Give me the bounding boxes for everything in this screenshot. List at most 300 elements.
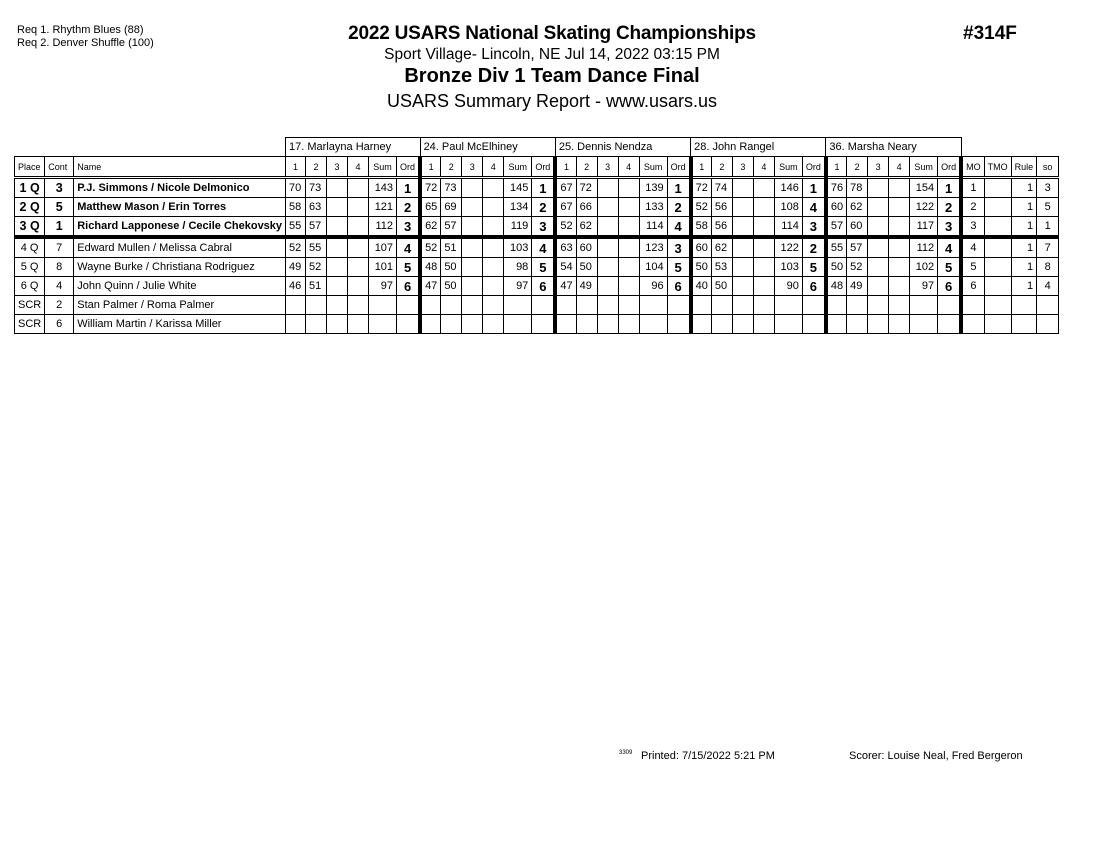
score-cell bbox=[327, 296, 348, 315]
score-cell bbox=[753, 277, 774, 296]
sum-cell bbox=[504, 296, 532, 315]
mo-cell: 4 bbox=[961, 237, 984, 258]
score-cell bbox=[618, 315, 639, 334]
report-code: 3309 bbox=[619, 750, 633, 756]
ordinal-cell: 6 bbox=[532, 277, 556, 296]
score-cell: 50 bbox=[441, 277, 462, 296]
score-cell bbox=[441, 296, 462, 315]
score-cell: 62 bbox=[847, 198, 868, 217]
score-cell: 56 bbox=[711, 198, 732, 217]
judge-name-4: 28. John Rangel bbox=[691, 138, 826, 157]
score-cell bbox=[462, 217, 483, 238]
sum-cell bbox=[774, 315, 802, 334]
sum-cell: 112 bbox=[369, 217, 397, 238]
judge-header-spacer-right bbox=[961, 138, 1059, 157]
score-cell bbox=[483, 315, 504, 334]
score-cell bbox=[462, 178, 483, 198]
score-cell bbox=[753, 258, 774, 277]
tmo-cell bbox=[984, 237, 1011, 258]
score-cell bbox=[597, 258, 618, 277]
mo-cell: 6 bbox=[961, 277, 984, 296]
score-cell bbox=[483, 277, 504, 296]
ordinal-cell bbox=[397, 315, 421, 334]
score-cell bbox=[868, 178, 889, 198]
score-cell bbox=[711, 296, 732, 315]
col-header-sum: Sum bbox=[369, 157, 397, 178]
score-cell bbox=[732, 277, 753, 296]
team-name: William Martin / Karissa Miller bbox=[74, 315, 286, 334]
score-cell bbox=[597, 178, 618, 198]
score-cell bbox=[483, 217, 504, 238]
score-cell bbox=[889, 237, 910, 258]
score-cell: 50 bbox=[576, 258, 597, 277]
table-row bbox=[15, 296, 1059, 315]
ordinal-cell: 2 bbox=[802, 237, 826, 258]
score-cell bbox=[732, 315, 753, 334]
col-header-score-s2: 2 bbox=[306, 157, 327, 178]
score-cell bbox=[327, 237, 348, 258]
score-cell: 63 bbox=[306, 198, 327, 217]
column-header-row bbox=[15, 157, 1059, 178]
table-row bbox=[15, 258, 1059, 277]
score-cell: 49 bbox=[576, 277, 597, 296]
score-cell bbox=[868, 258, 889, 277]
score-cell: 52 bbox=[691, 198, 712, 217]
tmo-cell bbox=[984, 315, 1011, 334]
score-cell bbox=[348, 198, 369, 217]
contestant-number: 1 bbox=[45, 217, 74, 238]
team-name: Edward Mullen / Melissa Cabral bbox=[74, 237, 286, 258]
so-cell: 4 bbox=[1037, 277, 1059, 296]
score-cell bbox=[868, 237, 889, 258]
col-header-sum: Sum bbox=[504, 157, 532, 178]
ordinal-cell: 6 bbox=[667, 277, 691, 296]
score-cell: 48 bbox=[826, 277, 847, 296]
mo-cell bbox=[961, 315, 984, 334]
score-cell bbox=[462, 198, 483, 217]
sum-cell: 143 bbox=[369, 178, 397, 198]
score-cell bbox=[483, 178, 504, 198]
score-cell: 48 bbox=[420, 258, 441, 277]
score-cell bbox=[306, 296, 327, 315]
championship-title: 2022 USARS National Skating Championships bbox=[348, 23, 756, 44]
col-header-score-s1: 1 bbox=[826, 157, 847, 178]
score-cell bbox=[286, 296, 306, 315]
score-cell: 62 bbox=[711, 237, 732, 258]
col-header-score-s1: 1 bbox=[555, 157, 576, 178]
score-cell bbox=[889, 277, 910, 296]
score-cell bbox=[711, 315, 732, 334]
col-header-score-s1: 1 bbox=[691, 157, 712, 178]
contestant-number: 8 bbox=[45, 258, 74, 277]
score-cell: 72 bbox=[691, 178, 712, 198]
ordinal-cell: 4 bbox=[802, 198, 826, 217]
score-cell: 56 bbox=[711, 217, 732, 238]
col-header-score-s3: 3 bbox=[597, 157, 618, 178]
score-cell: 51 bbox=[306, 277, 327, 296]
score-cell: 52 bbox=[420, 237, 441, 258]
ordinal-cell bbox=[532, 296, 556, 315]
rule-cell: 1 bbox=[1011, 178, 1037, 198]
score-cell bbox=[441, 315, 462, 334]
sum-cell: 154 bbox=[910, 178, 938, 198]
ordinal-cell: 2 bbox=[667, 198, 691, 217]
score-cell bbox=[868, 315, 889, 334]
sum-cell: 96 bbox=[639, 277, 667, 296]
mo-cell: 1 bbox=[961, 178, 984, 198]
rule-cell: 1 bbox=[1011, 198, 1037, 217]
score-cell bbox=[420, 296, 441, 315]
score-cell bbox=[420, 315, 441, 334]
sum-cell: 123 bbox=[639, 237, 667, 258]
so-cell: 1 bbox=[1037, 217, 1059, 238]
contestant-number: 7 bbox=[45, 237, 74, 258]
sum-cell: 90 bbox=[774, 277, 802, 296]
col-header-score-s3: 3 bbox=[462, 157, 483, 178]
table-row bbox=[15, 198, 1059, 217]
rule-cell: 1 bbox=[1011, 277, 1037, 296]
tmo-cell bbox=[984, 217, 1011, 238]
team-name: P.J. Simmons / Nicole Delmonico bbox=[74, 178, 286, 198]
score-cell bbox=[462, 258, 483, 277]
place-cell: 3 Q bbox=[15, 217, 45, 238]
col-header-score-s4: 4 bbox=[753, 157, 774, 178]
score-cell: 74 bbox=[711, 178, 732, 198]
judge-name-1: 17. Marlayna Harney bbox=[286, 138, 421, 157]
score-cell bbox=[618, 217, 639, 238]
score-cell bbox=[483, 237, 504, 258]
score-cell bbox=[327, 277, 348, 296]
sum-cell bbox=[639, 315, 667, 334]
ordinal-cell: 2 bbox=[397, 198, 421, 217]
col-header-score-s3: 3 bbox=[327, 157, 348, 178]
score-cell: 57 bbox=[847, 237, 868, 258]
score-cell bbox=[732, 258, 753, 277]
sum-cell: 112 bbox=[910, 237, 938, 258]
col-header-score-s4: 4 bbox=[348, 157, 369, 178]
score-cell bbox=[732, 178, 753, 198]
judge-name-5: 36. Marsha Neary bbox=[826, 138, 961, 157]
contestant-number: 4 bbox=[45, 277, 74, 296]
so-cell bbox=[1037, 296, 1059, 315]
score-cell bbox=[847, 296, 868, 315]
col-header-score-s4: 4 bbox=[889, 157, 910, 178]
place-cell: SCR bbox=[15, 296, 45, 315]
score-cell bbox=[691, 315, 712, 334]
mo-cell bbox=[961, 296, 984, 315]
ordinal-cell: 5 bbox=[802, 258, 826, 277]
tmo-cell bbox=[984, 178, 1011, 198]
ordinal-cell: 1 bbox=[938, 178, 962, 198]
col-header-mo: MO bbox=[961, 157, 984, 178]
score-cell: 57 bbox=[441, 217, 462, 238]
score-cell: 66 bbox=[576, 198, 597, 217]
score-cell bbox=[691, 296, 712, 315]
ordinal-cell: 3 bbox=[802, 217, 826, 238]
score-cell bbox=[348, 277, 369, 296]
score-cell: 53 bbox=[711, 258, 732, 277]
requirement-2: Req 2. Denver Shuffle (100) bbox=[17, 37, 154, 49]
score-cell bbox=[753, 237, 774, 258]
score-cell bbox=[753, 315, 774, 334]
score-cell bbox=[597, 315, 618, 334]
mo-cell: 2 bbox=[961, 198, 984, 217]
score-cell bbox=[483, 296, 504, 315]
score-cell: 52 bbox=[555, 217, 576, 238]
ordinal-cell: 2 bbox=[938, 198, 962, 217]
score-cell: 47 bbox=[555, 277, 576, 296]
ordinal-cell: 6 bbox=[938, 277, 962, 296]
score-cell: 70 bbox=[286, 178, 306, 198]
place-cell: 1 Q bbox=[15, 178, 45, 198]
sum-cell: 107 bbox=[369, 237, 397, 258]
score-cell bbox=[889, 315, 910, 334]
mo-cell: 3 bbox=[961, 217, 984, 238]
score-cell bbox=[348, 178, 369, 198]
col-header-score-s1: 1 bbox=[286, 157, 306, 178]
col-header-rule: Rule bbox=[1011, 157, 1037, 178]
sum-cell: 121 bbox=[369, 198, 397, 217]
score-cell: 57 bbox=[306, 217, 327, 238]
place-cell: 5 Q bbox=[15, 258, 45, 277]
score-cell: 50 bbox=[441, 258, 462, 277]
report-header bbox=[300, 22, 804, 113]
score-cell bbox=[889, 178, 910, 198]
requirements-list bbox=[17, 24, 154, 50]
score-cell: 72 bbox=[420, 178, 441, 198]
sum-cell: 145 bbox=[504, 178, 532, 198]
sum-cell bbox=[504, 315, 532, 334]
score-cell bbox=[889, 198, 910, 217]
score-cell: 76 bbox=[826, 178, 847, 198]
col-header-cont: Cont bbox=[45, 157, 74, 178]
ordinal-cell: 4 bbox=[667, 217, 691, 238]
team-name: John Quinn / Julie White bbox=[74, 277, 286, 296]
team-name: Matthew Mason / Erin Torres bbox=[74, 198, 286, 217]
score-cell: 60 bbox=[691, 237, 712, 258]
score-cell: 67 bbox=[555, 178, 576, 198]
ordinal-cell: 1 bbox=[532, 178, 556, 198]
score-cell bbox=[348, 315, 369, 334]
event-number: #314F bbox=[963, 23, 1017, 44]
score-cell bbox=[618, 296, 639, 315]
ordinal-cell: 6 bbox=[802, 277, 826, 296]
score-cell bbox=[753, 296, 774, 315]
score-cell: 51 bbox=[441, 237, 462, 258]
score-cell bbox=[348, 217, 369, 238]
score-cell: 60 bbox=[576, 237, 597, 258]
col-header-score-s2: 2 bbox=[441, 157, 462, 178]
score-cell: 49 bbox=[286, 258, 306, 277]
sum-cell: 122 bbox=[910, 198, 938, 217]
sum-cell bbox=[369, 296, 397, 315]
ordinal-cell: 1 bbox=[802, 178, 826, 198]
ordinal-cell bbox=[802, 296, 826, 315]
col-header-so: so bbox=[1037, 157, 1059, 178]
score-cell: 58 bbox=[286, 198, 306, 217]
ordinal-cell: 4 bbox=[938, 237, 962, 258]
score-cell bbox=[826, 296, 847, 315]
score-cell bbox=[753, 178, 774, 198]
venue-date: Sport Village- Lincoln, NE Jul 14, 2022 03:15 PM bbox=[384, 46, 720, 63]
sum-cell: 114 bbox=[639, 217, 667, 238]
ordinal-cell: 5 bbox=[532, 258, 556, 277]
col-header-score-s3: 3 bbox=[732, 157, 753, 178]
sum-cell: 97 bbox=[910, 277, 938, 296]
score-cell: 50 bbox=[826, 258, 847, 277]
score-cell bbox=[597, 277, 618, 296]
score-cell bbox=[732, 296, 753, 315]
sum-cell: 97 bbox=[369, 277, 397, 296]
table-row bbox=[15, 237, 1059, 258]
sum-cell bbox=[910, 296, 938, 315]
score-cell bbox=[889, 258, 910, 277]
rule-cell: 1 bbox=[1011, 258, 1037, 277]
score-cell: 52 bbox=[847, 258, 868, 277]
ordinal-cell: 3 bbox=[397, 217, 421, 238]
score-cell bbox=[483, 258, 504, 277]
sum-cell: 114 bbox=[774, 217, 802, 238]
col-header-score-s2: 2 bbox=[847, 157, 868, 178]
sum-cell: 97 bbox=[504, 277, 532, 296]
sum-cell: 108 bbox=[774, 198, 802, 217]
col-header-score-s4: 4 bbox=[618, 157, 639, 178]
sum-cell: 117 bbox=[910, 217, 938, 238]
score-cell bbox=[597, 217, 618, 238]
score-cell bbox=[327, 178, 348, 198]
score-cell bbox=[462, 315, 483, 334]
score-cell: 62 bbox=[420, 217, 441, 238]
so-cell: 3 bbox=[1037, 178, 1059, 198]
sum-cell bbox=[639, 296, 667, 315]
score-cell: 40 bbox=[691, 277, 712, 296]
score-cell: 52 bbox=[306, 258, 327, 277]
printed-timestamp: Printed: 7/15/2022 5:21 PM bbox=[641, 750, 775, 762]
ordinal-cell: 3 bbox=[938, 217, 962, 238]
ordinal-cell: 5 bbox=[667, 258, 691, 277]
score-cell bbox=[348, 296, 369, 315]
score-cell bbox=[889, 296, 910, 315]
score-cell bbox=[732, 217, 753, 238]
sum-cell: 102 bbox=[910, 258, 938, 277]
score-cell: 62 bbox=[576, 217, 597, 238]
score-cell bbox=[618, 198, 639, 217]
sum-cell: 103 bbox=[774, 258, 802, 277]
so-cell: 8 bbox=[1037, 258, 1059, 277]
score-cell bbox=[555, 296, 576, 315]
team-name: Wayne Burke / Christiana Rodriguez bbox=[74, 258, 286, 277]
score-cell bbox=[597, 296, 618, 315]
tmo-cell bbox=[984, 258, 1011, 277]
place-cell: SCR bbox=[15, 315, 45, 334]
tmo-cell bbox=[984, 198, 1011, 217]
so-cell bbox=[1037, 315, 1059, 334]
score-cell bbox=[732, 198, 753, 217]
score-cell bbox=[618, 258, 639, 277]
ordinal-cell: 3 bbox=[667, 237, 691, 258]
place-cell: 6 Q bbox=[15, 277, 45, 296]
sum-cell: 103 bbox=[504, 237, 532, 258]
col-header-ord: Ord bbox=[667, 157, 691, 178]
judge-header-row bbox=[15, 138, 1059, 157]
ordinal-cell: 6 bbox=[397, 277, 421, 296]
rule-cell: 1 bbox=[1011, 237, 1037, 258]
score-cell bbox=[576, 296, 597, 315]
sum-cell bbox=[774, 296, 802, 315]
score-cell bbox=[327, 258, 348, 277]
ordinal-cell: 1 bbox=[397, 178, 421, 198]
col-header-score-s3: 3 bbox=[868, 157, 889, 178]
score-cell bbox=[462, 277, 483, 296]
score-cell: 72 bbox=[576, 178, 597, 198]
sum-cell: 98 bbox=[504, 258, 532, 277]
score-cell bbox=[868, 198, 889, 217]
score-cell bbox=[868, 217, 889, 238]
score-cell: 63 bbox=[555, 237, 576, 258]
score-cell bbox=[327, 217, 348, 238]
ordinal-cell bbox=[397, 296, 421, 315]
sum-cell: 146 bbox=[774, 178, 802, 198]
results-table bbox=[14, 137, 1059, 334]
sum-cell bbox=[910, 315, 938, 334]
contestant-number: 3 bbox=[45, 178, 74, 198]
table-row bbox=[15, 315, 1059, 334]
col-header-place: Place bbox=[15, 157, 45, 178]
score-cell: 65 bbox=[420, 198, 441, 217]
score-cell: 55 bbox=[826, 237, 847, 258]
place-cell: 2 Q bbox=[15, 198, 45, 217]
tmo-cell bbox=[984, 296, 1011, 315]
ordinal-cell bbox=[667, 296, 691, 315]
score-cell bbox=[753, 217, 774, 238]
score-cell: 60 bbox=[826, 198, 847, 217]
ordinal-cell: 2 bbox=[532, 198, 556, 217]
score-cell bbox=[889, 217, 910, 238]
report-title: USARS Summary Report - www.usars.us bbox=[386, 91, 718, 111]
ordinal-cell: 5 bbox=[397, 258, 421, 277]
score-cell bbox=[327, 315, 348, 334]
sum-cell: 139 bbox=[639, 178, 667, 198]
rule-cell bbox=[1011, 315, 1037, 334]
score-cell bbox=[868, 277, 889, 296]
table-row bbox=[15, 178, 1059, 198]
ordinal-cell bbox=[532, 315, 556, 334]
score-cell bbox=[847, 315, 868, 334]
so-cell: 5 bbox=[1037, 198, 1059, 217]
score-cell bbox=[732, 237, 753, 258]
sum-cell bbox=[369, 315, 397, 334]
col-header-sum: Sum bbox=[639, 157, 667, 178]
col-header-sum: Sum bbox=[774, 157, 802, 178]
col-header-score-s1: 1 bbox=[420, 157, 441, 178]
score-cell bbox=[597, 198, 618, 217]
score-cell bbox=[483, 198, 504, 217]
score-cell: 57 bbox=[826, 217, 847, 238]
rule-cell bbox=[1011, 296, 1037, 315]
score-cell: 46 bbox=[286, 277, 306, 296]
col-header-ord: Ord bbox=[397, 157, 421, 178]
score-cell: 73 bbox=[306, 178, 327, 198]
col-header-sum: Sum bbox=[910, 157, 938, 178]
score-cell bbox=[826, 315, 847, 334]
ordinal-cell: 4 bbox=[532, 237, 556, 258]
score-cell: 49 bbox=[847, 277, 868, 296]
sum-cell: 122 bbox=[774, 237, 802, 258]
score-cell: 50 bbox=[691, 258, 712, 277]
ordinal-cell: 5 bbox=[938, 258, 962, 277]
score-cell bbox=[286, 315, 306, 334]
score-cell bbox=[576, 315, 597, 334]
